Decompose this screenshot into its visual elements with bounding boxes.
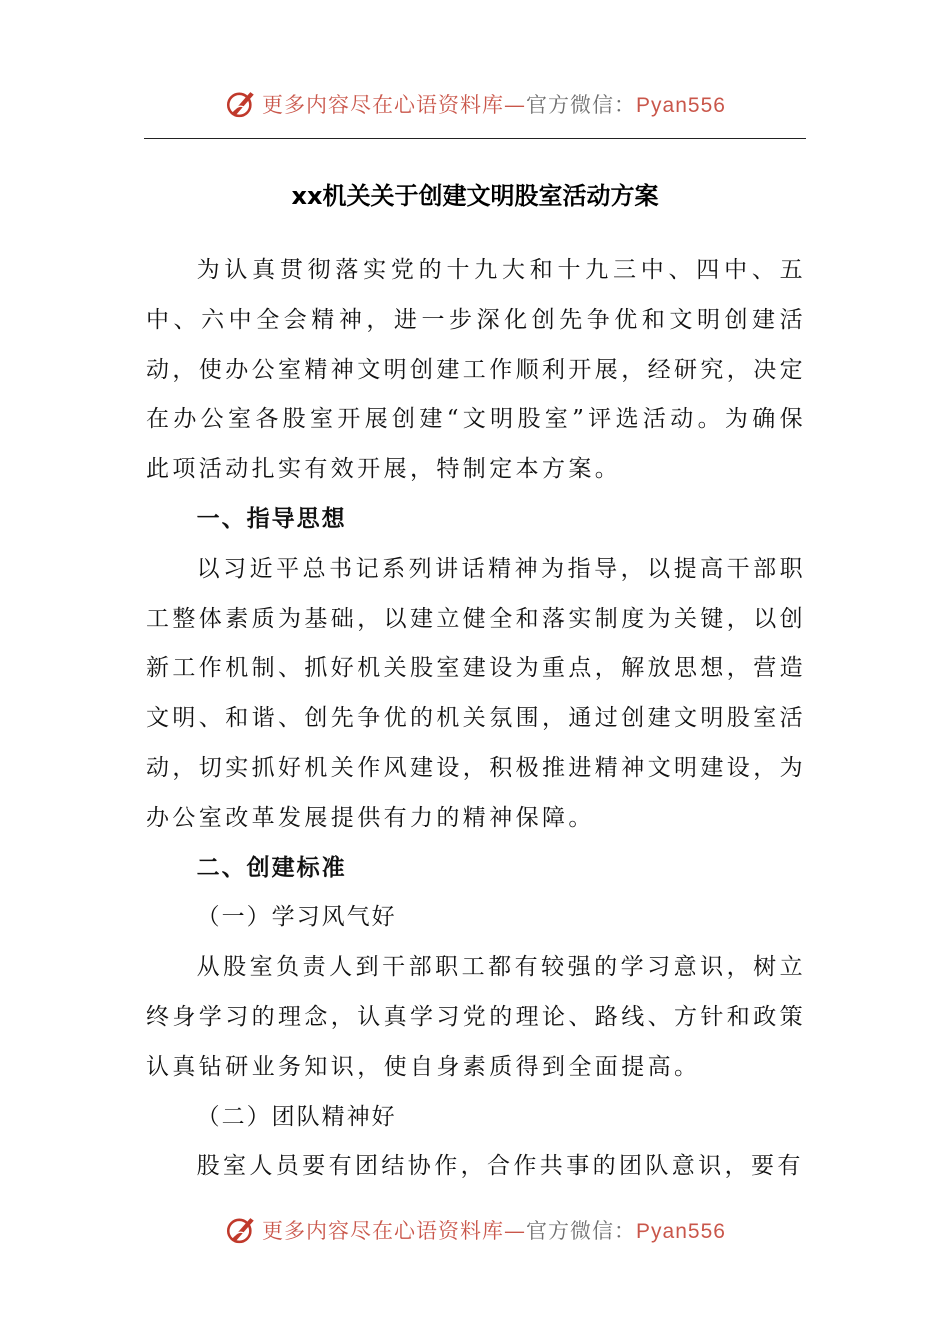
watermark-dash: — [504,93,527,117]
pen-circle-logo-icon [224,87,258,121]
document-body [146,246,806,1192]
watermark-text [262,1215,726,1245]
intro-paragraph: 为认真贯彻落实党的十九大和十九三中、四中、五中、六中全会精神，进一步深化创先争优和文明创建活动，使办公室精神文明创建工作顺利开展，经研究，决定在办公室各股室开展创建“文明股室”评选活动。为确保此项活动扎实有效开展，特制定本方案。 [146,257,806,483]
section1-paragraph: 以习近平总书记系列讲话精神为指导，以提高干部职工整体素质为基础，以建立健全和落实制度为关键，以创新工作机制、抓好机关股室建设为重点，解放思想，营造文明、和谐、创先争优的机关氛围，通过创建文明股室活动，切实抓好机关作风建设，积极推进精神文明建设，为办公室改革发展提供有力的精神保障。 [146,555,806,831]
subsection1-heading: （一）学习风气好 [196,904,397,931]
watermark-dash: — [504,1219,527,1243]
header-divider [144,138,806,139]
subsection2-paragraph: 股室人员要有团结协作，合作共事的团队意识，要有 [196,1153,804,1180]
pen-circle-logo-icon [224,1213,258,1247]
watermark-official: 官方微信： [526,1219,637,1243]
watermark-official: 官方微信： [526,93,637,117]
subsection2-heading: （二）团队精神好 [196,1103,397,1130]
watermark-banner-bottom [0,1210,950,1250]
watermark-main: 更多内容尽在心语资料库 [262,1219,505,1243]
document-title: xx机关关于创建文明股室活动方案 [291,182,659,210]
watermark-main: 更多内容尽在心语资料库 [262,93,505,117]
watermark-wechat: Pyan556 [636,94,726,117]
section1-heading: 一、指导思想 [196,505,347,532]
section2-heading: 二、创建标准 [196,854,347,881]
subsection1-paragraph: 从股室负责人到干部职工都有较强的学习意识，树立终身学习的理念，认真学习党的理论、路线、方针和政策认真钻研业务知识，使自身素质得到全面提高。 [146,954,806,1080]
watermark-text [262,89,726,119]
watermark-banner-top [0,84,950,124]
watermark-wechat: Pyan556 [636,1220,726,1243]
